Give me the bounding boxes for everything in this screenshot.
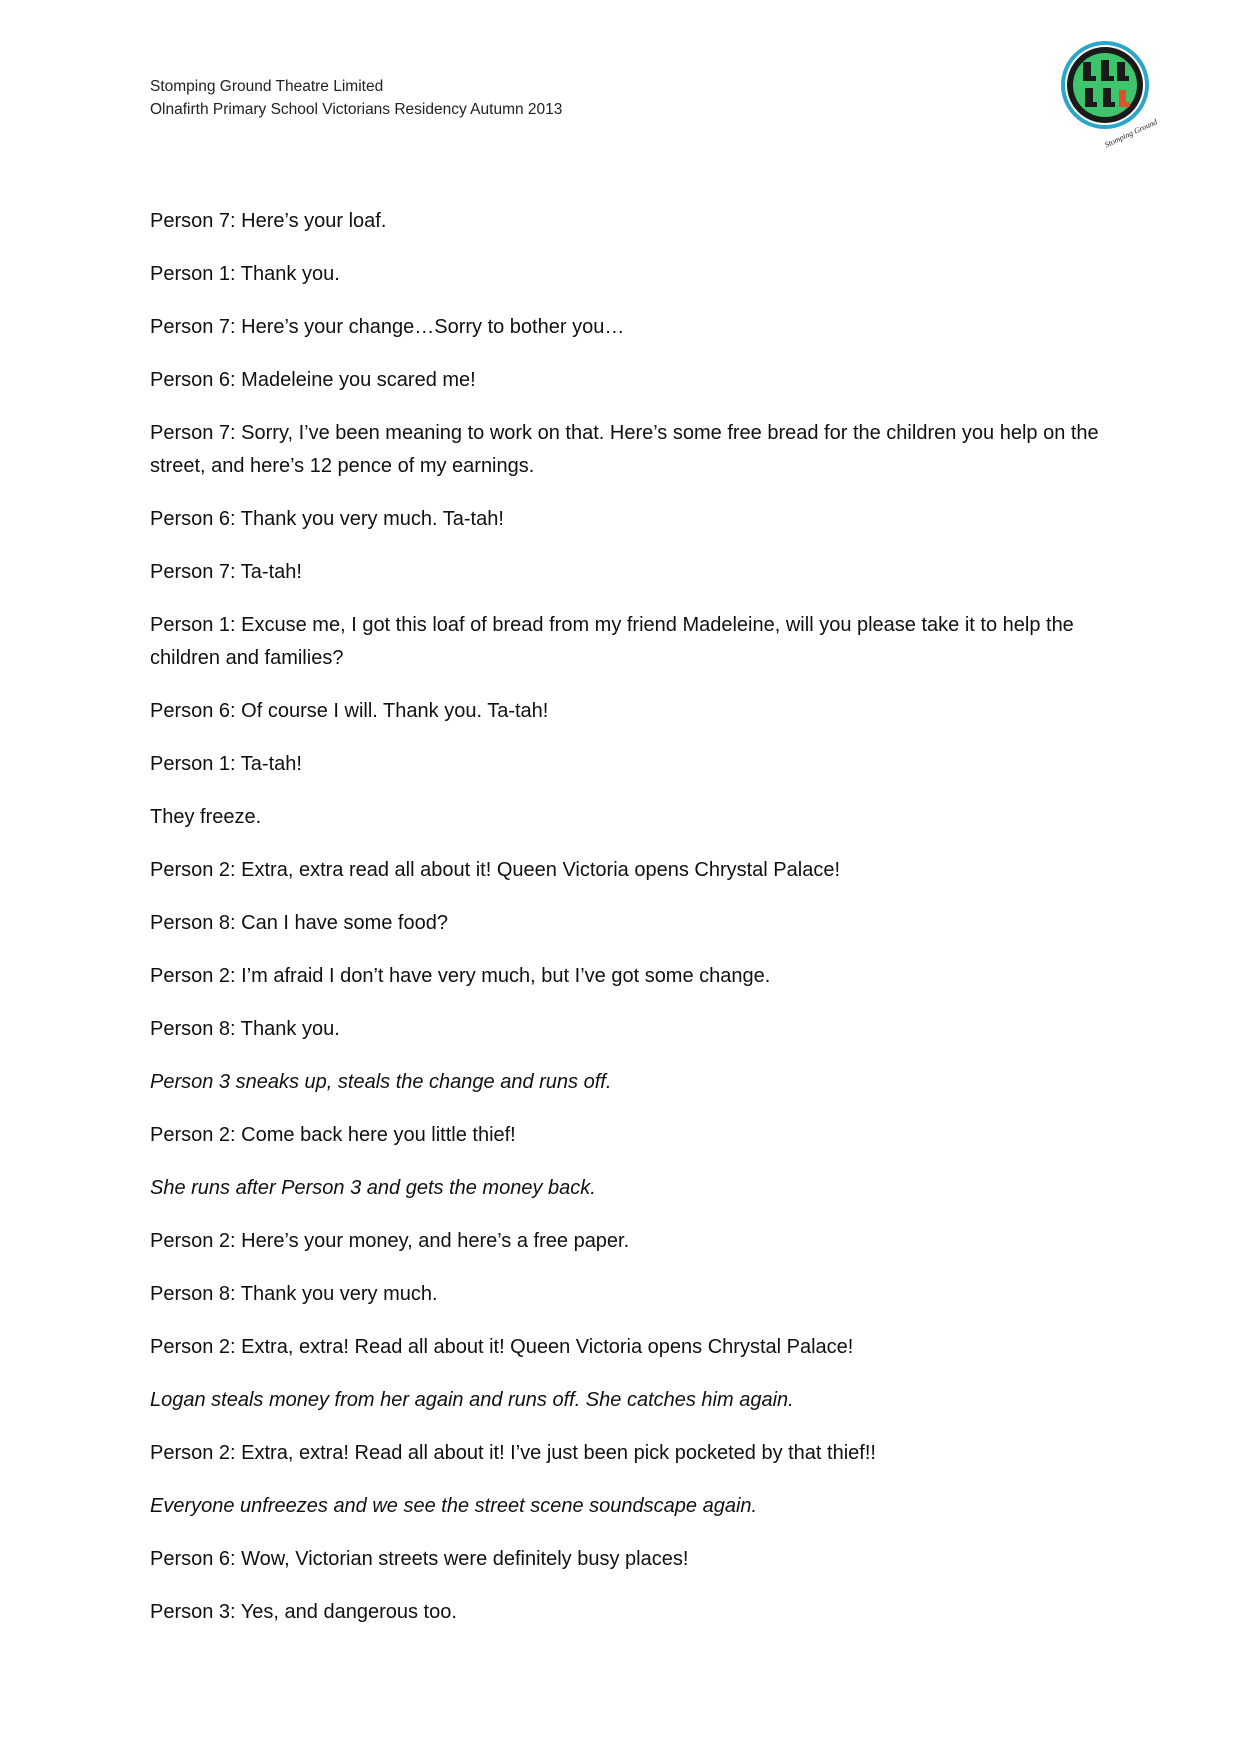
dialogue-line: Person 2: I’m afraid I don’t have very much, but I’ve got some change. — [150, 965, 771, 987]
dialogue-line: Person 3: Yes, and dangerous too. — [150, 1601, 457, 1623]
header-company: Stomping Ground Theatre Limited — [150, 78, 384, 95]
dialogue-line: Person 7: Here’s your loaf. — [150, 210, 387, 232]
dialogue-line: They freeze. — [150, 806, 262, 828]
dialogue-line: Person 6: Of course I will. Thank you. Ta-tah! — [150, 700, 549, 722]
dialogue-line: Person 2: Extra, extra read all about it! Queen Victoria opens Chrystal Palace! — [150, 859, 840, 881]
dialogue-line: Person 6: Thank you very much. Ta-tah! — [150, 508, 504, 530]
script-body — [150, 205, 1100, 1649]
dialogue-line: Person 2: Extra, extra! Read all about it! Queen Victoria opens Chrystal Palace! — [150, 1336, 854, 1358]
stage-direction: Logan steals money from her again and runs off. She catches him again. — [150, 1389, 794, 1411]
dialogue-line: Person 7: Ta-tah! — [150, 561, 302, 583]
dialogue-line: Person 8: Thank you very much. — [150, 1283, 438, 1305]
dialogue-line: Person 8: Can I have some food? — [150, 912, 448, 934]
dialogue-line: Person 1: Ta-tah! — [150, 753, 302, 775]
dialogue-line: Person 7: Here’s your change…Sorry to bother you… — [150, 316, 625, 338]
dialogue-line: Person 7: Sorry, I’ve been meaning to work on that. Here’s some free bread for the children you help on the street, and here’s 12 pence of my earnings. — [150, 422, 1099, 477]
stage-direction: She runs after Person 3 and gets the money back. — [150, 1177, 596, 1199]
dialogue-line: Person 6: Wow, Victorian streets were definitely busy places! — [150, 1548, 689, 1570]
dialogue-line: Person 2: Come back here you little thief! — [150, 1124, 516, 1146]
document-header — [150, 75, 562, 121]
logo-wordmark: Stomping Ground — [1103, 117, 1159, 150]
dialogue-line: Person 1: Thank you. — [150, 263, 340, 285]
stomping-ground-logo — [1055, 40, 1165, 150]
dialogue-line: Person 8: Thank you. — [150, 1018, 340, 1040]
dialogue-line: Person 2: Extra, extra! Read all about it! I’ve just been pick pocketed by that thief!! — [150, 1442, 876, 1464]
stage-direction: Everyone unfreezes and we see the street scene soundscape again. — [150, 1495, 758, 1517]
dialogue-line: Person 6: Madeleine you scared me! — [150, 369, 476, 391]
dialogue-line: Person 2: Here’s your money, and here’s a free paper. — [150, 1230, 630, 1252]
header-project: Olnafirth Primary School Victorians Residency Autumn 2013 — [150, 101, 563, 118]
stage-direction: Person 3 sneaks up, steals the change and runs off. — [150, 1071, 612, 1093]
dialogue-line: Person 1: Excuse me, I got this loaf of bread from my friend Madeleine, will you please take it to help the children and families? — [150, 614, 1074, 669]
